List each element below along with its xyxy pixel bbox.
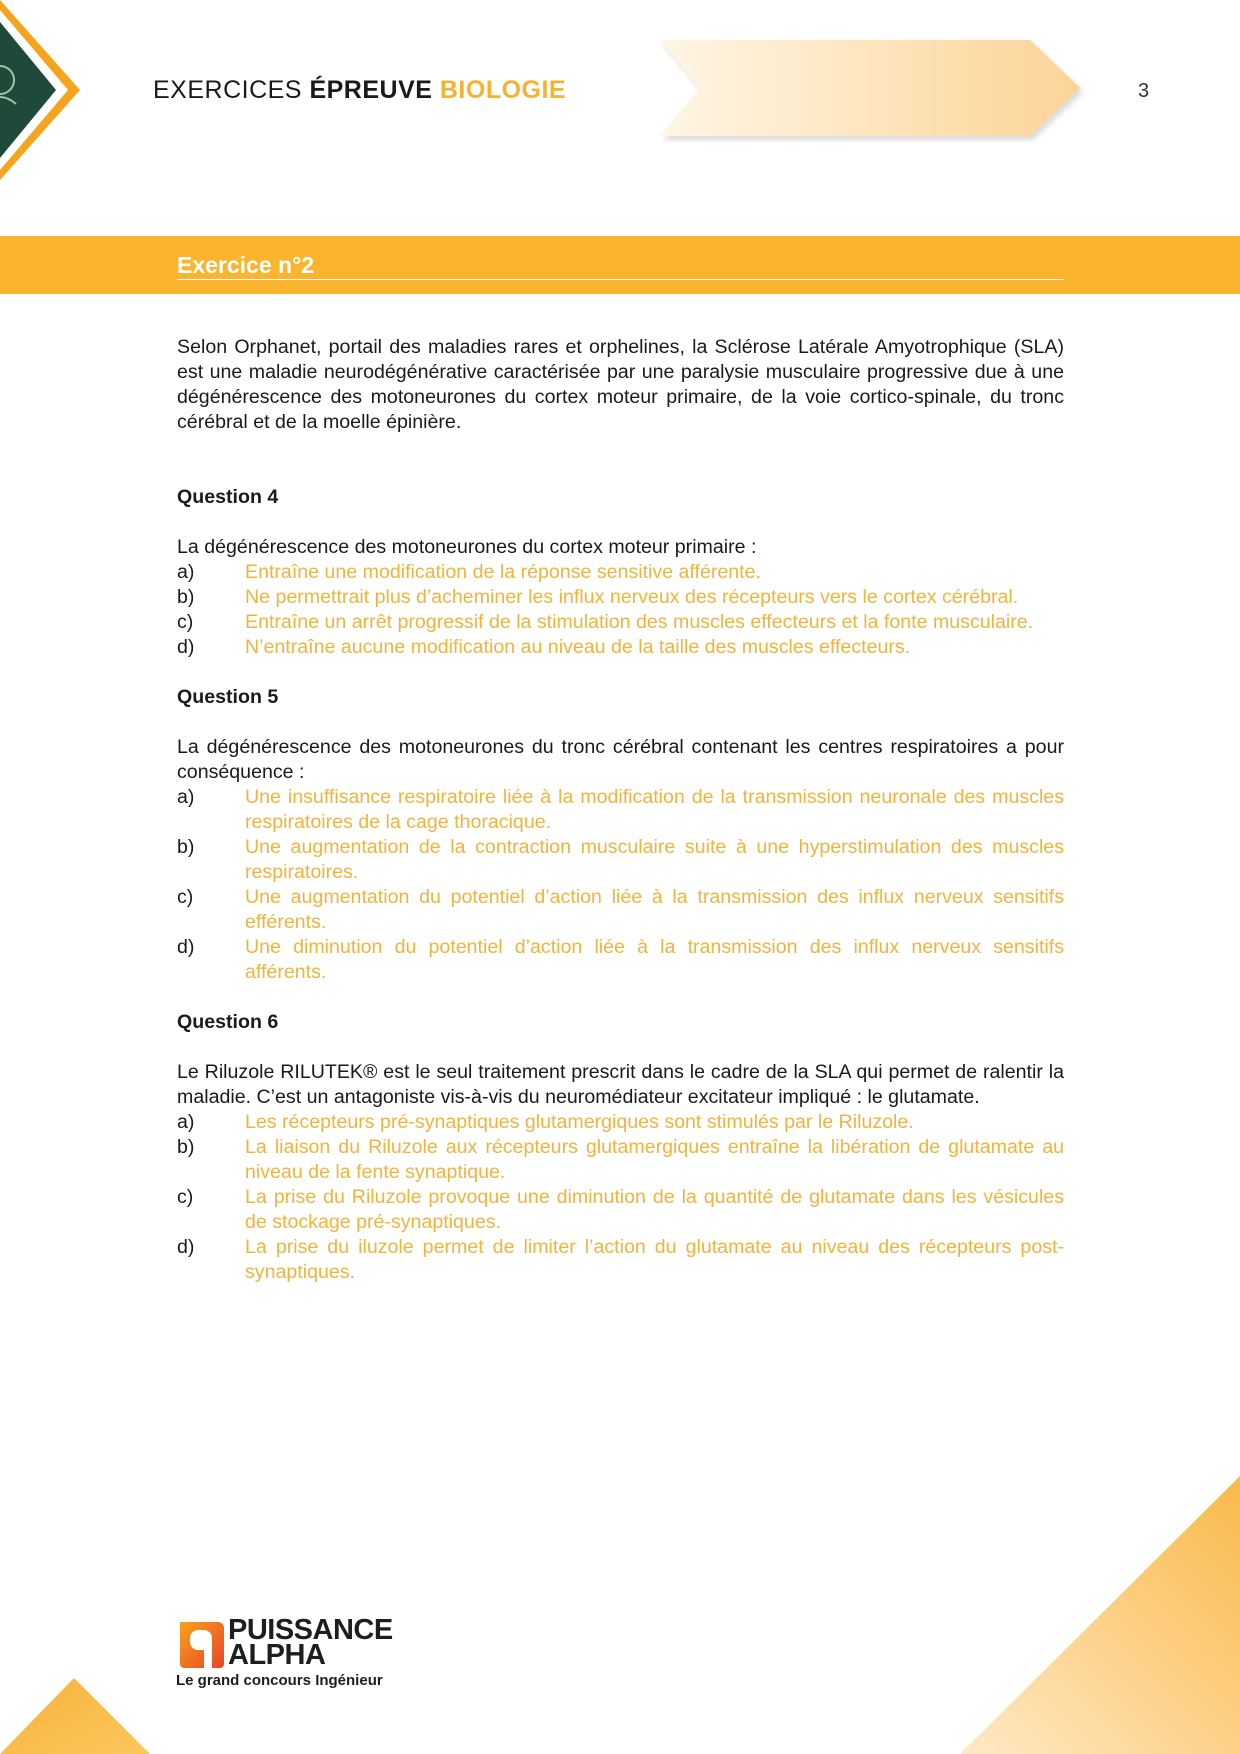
page-number: 3 [1138, 80, 1150, 102]
header-title [153, 76, 566, 105]
option-text: Ne permettrait plus d’acheminer les influx nerveux des récepteurs vers le cortex cérébral. [245, 586, 1019, 608]
option-text: La prise du Riluzole provoque une diminution de la quantité de glutamate dans les vésicules de stockage pré-synaptiques. [245, 1186, 1064, 1233]
option-text: Une insuffisance respiratoire liée à la modification de la transmission neuronale des muscles respiratoires de la cage thoracique. [245, 786, 1064, 833]
option-text: La liaison du Riluzole aux récepteurs glutamergiques entraîne la libération de glutamate au niveau de la fente synaptique. [245, 1136, 1064, 1183]
exercise-intro: Selon Orphanet, portail des maladies rares et orphelines, la Sclérose Latérale Amyotrophique (SLA) est une maladie neurodégénérative caractérisée par une paralysie musculaire progressive due à une dégénérescence des motoneurones du cortex moteur primaire, de la voie cortico-spinale, du tronc cérébral et de la moelle épinière. [177, 336, 1064, 433]
answer-options [177, 1110, 1064, 1285]
brand-tagline: Le grand concours Ingénieur [176, 1672, 383, 1689]
option-letter: c) [177, 611, 194, 633]
brand-logo-line1: PUISSANCE [228, 1614, 393, 1646]
answer-options [177, 785, 1064, 985]
corner-emblem-logo [0, 0, 80, 180]
answer-option [177, 1185, 1064, 1235]
exercise-title: Exercice n°2 [177, 252, 1064, 280]
question-prompt: La dégénérescence des motoneurones du cortex moteur primaire : [177, 536, 757, 558]
option-letter: a) [177, 561, 195, 583]
option-letter: b) [177, 836, 195, 858]
option-letter: a) [177, 786, 195, 808]
header-title-plain: EXERCICES [153, 76, 302, 104]
header-title-accent: BIOLOGIE [439, 76, 567, 104]
option-letter: d) [177, 936, 195, 958]
question-title: Question 5 [177, 686, 279, 708]
answer-option [177, 835, 1064, 885]
answer-option [177, 935, 1064, 985]
option-text: La prise du iluzole permet de limiter l’action du glutamate au niveau des récepteurs post-synaptiques. [245, 1236, 1064, 1283]
question-title: Question 4 [177, 486, 279, 508]
answer-option [177, 560, 1064, 585]
question-block [177, 685, 1064, 985]
answer-option [177, 610, 1064, 635]
option-text: Entraîne une modification de la réponse sensitive afférente. [245, 561, 761, 583]
header-title-bold: ÉPREUVE [309, 76, 433, 104]
exercise-content [177, 335, 1064, 1310]
option-letter: b) [177, 586, 195, 608]
option-text: N’entraîne aucune modification au niveau de la taille des muscles effecteurs. [245, 636, 911, 658]
answer-option [177, 1135, 1064, 1185]
answer-options [177, 560, 1064, 660]
answer-option [177, 585, 1064, 610]
option-letter: c) [177, 886, 194, 908]
brand-logo-line2: ALPHA [228, 1639, 326, 1671]
option-letter: b) [177, 1136, 195, 1158]
option-text: Une augmentation de la contraction musculaire suite à une hyperstimulation des muscles respiratoires. [245, 836, 1064, 883]
bottom-right-decoration [960, 1476, 1240, 1754]
option-text: Une augmentation du potentiel d’action liée à la transmission des influx nerveux sensitifs efférents. [245, 886, 1064, 933]
option-text: Entraîne un arrêt progressif de la stimulation des muscles effecteurs et la fonte musculaire. [245, 611, 1034, 633]
answer-option [177, 1235, 1064, 1285]
option-letter: d) [177, 636, 195, 658]
answer-option [177, 885, 1064, 935]
brand-logo [176, 1612, 416, 1692]
option-letter: c) [177, 1186, 194, 1208]
header-arrow-decoration [660, 38, 1090, 142]
answer-option [177, 635, 1064, 660]
bottom-left-decoration [0, 1678, 150, 1754]
question-prompt: La dégénérescence des motoneurones du tronc cérébral contenant les centres respiratoires a pour conséquence : [177, 736, 1064, 783]
option-letter: a) [177, 1111, 195, 1133]
question-title: Question 6 [177, 1011, 279, 1033]
question-prompt: Le Riluzole RILUTEK® est le seul traitement prescrit dans le cadre de la SLA qui permet de ralentir la maladie. C’est un antagoniste vis-à-vis du neuromédiateur excitateur impliqué : le glutamate. [177, 1061, 1064, 1108]
option-text: Une diminution du potentiel d’action liée à la transmission des influx nerveux sensitifs afférents. [245, 936, 1064, 983]
option-letter: d) [177, 1236, 195, 1258]
brand-logo-mark-icon [176, 1616, 228, 1670]
answer-option [177, 1110, 1064, 1135]
question-block [177, 485, 1064, 660]
option-text: Les récepteurs pré-synaptiques glutamergiques sont stimulés par le Riluzole. [245, 1111, 914, 1133]
question-block [177, 1010, 1064, 1285]
answer-option [177, 785, 1064, 835]
